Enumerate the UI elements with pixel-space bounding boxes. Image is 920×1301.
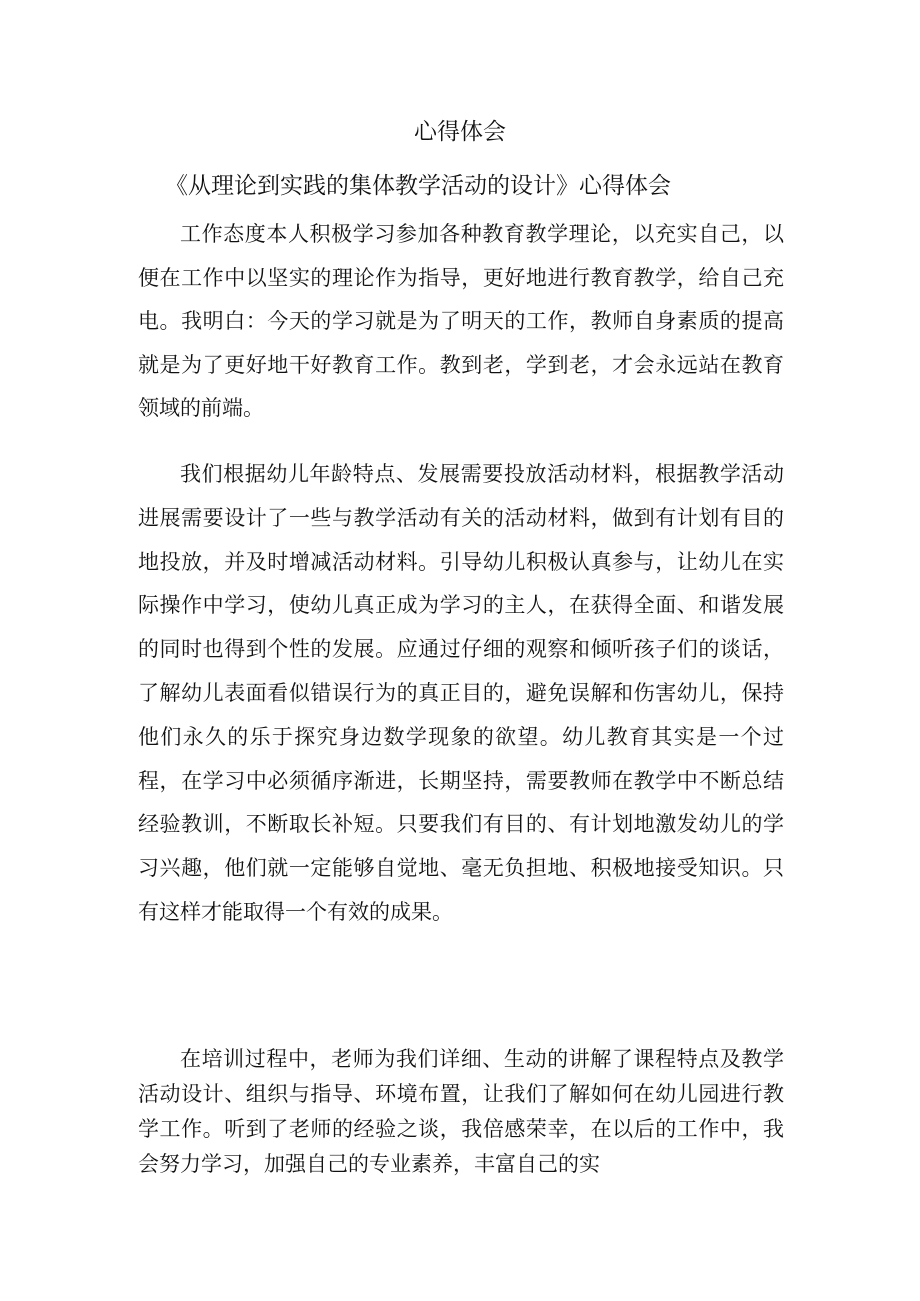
page-title: 心得体会 bbox=[414, 119, 506, 145]
paragraph-2: 我们根据幼儿年龄特点、发展需要投放活动材料，根据教学活动进展需要设计了一些与教学活动有关的活动材料，做到有计划有目的地投放，并及时增减活动材料。引导幼儿积极认真参与，让幼儿在实际操作中学习，使幼儿真正成为学习的主人，在获得全面、和谐发展的同时也得到个性的发展。应通过仔细的观察和倾听孩子们的谈话，了解幼儿表面看似错误行为的真正目的，避免误解和伤害幼儿，保持他们永久的乐于探究身边数学现象的欲望。幼儿教育其实是一个过程，在学习中必须循序渐进，长期坚持，需要教师在教学中不断总结经验教训，不断取长补短。只要我们有目的、有计划地激发幼儿的学习兴趣，他们就一定能够自觉地、毫无负担地、积极地接受知识。只有这样才能取得一个有效的成果。 bbox=[138, 462, 784, 924]
paragraph-1: 工作态度本人积极学习参加各种教育教学理论，以充实自己，以便在工作中以坚实的理论作为指导，更好地进行教育教学，给自己充电。我明白：今天的学习就是为了明天的工作，教师自身素质的提高就是为了更好地干好教育工作。教到老，学到老，才会永远站在教育领域的前端。 bbox=[138, 222, 784, 420]
paragraph-3: 在培训过程中，老师为我们详细、生动的讲解了课程特点及教学活动设计、组织与指导、环境布置，让我们了解如何在幼儿园进行教学工作。听到了老师的经验之谈，我倍感荣幸，在以后的工作中，我会努力学习，加强自己的专业素养，丰富自己的实 bbox=[138, 1047, 784, 1176]
document-subtitle: 《从理论到实践的集体教学活动的设计》心得体会 bbox=[165, 173, 671, 199]
